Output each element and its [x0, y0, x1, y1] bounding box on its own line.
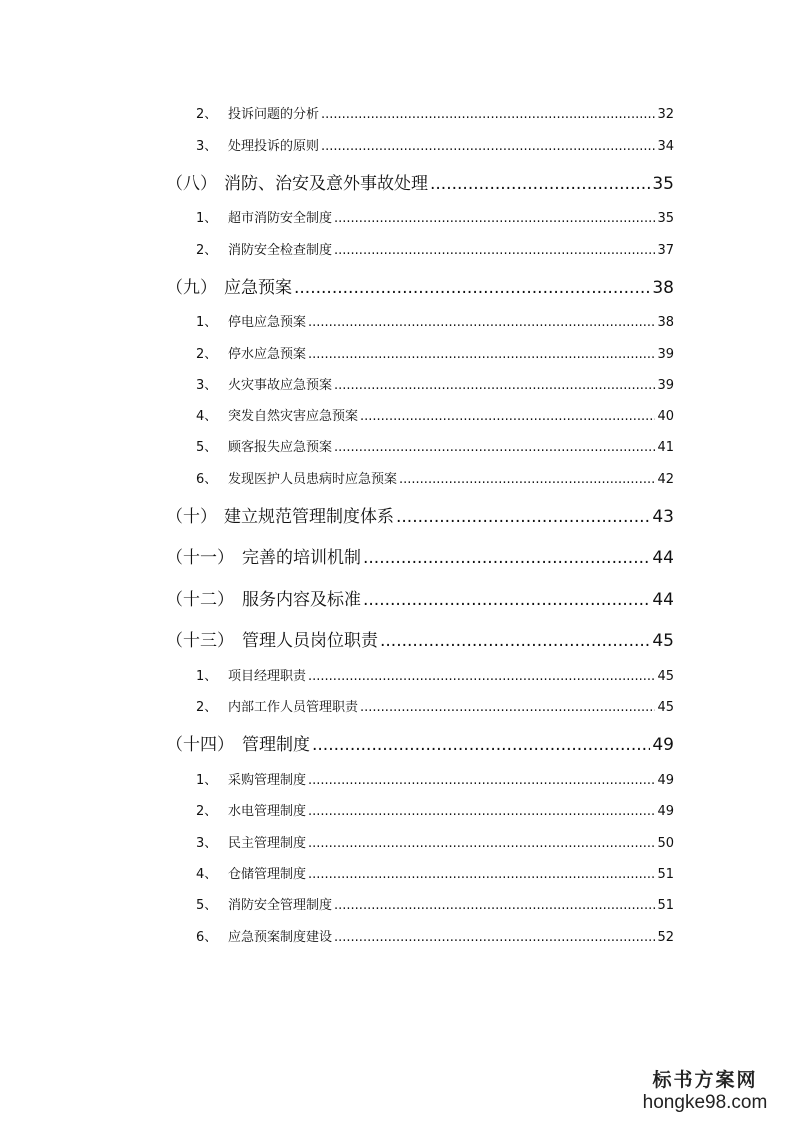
toc-section-page: 44: [652, 590, 674, 610]
toc-entry-page: 52: [657, 930, 674, 945]
toc-leader-dots: [334, 378, 655, 393]
toc-section-page: 35: [652, 174, 674, 194]
toc-leader-dots: [294, 278, 650, 298]
toc-entry[interactable]: [196, 696, 674, 715]
toc-entry-title: 投诉问题的分析: [228, 107, 320, 122]
toc-entry-page: 42: [657, 472, 674, 487]
toc-leader-dots: [334, 930, 655, 945]
toc-entry-page: 39: [657, 378, 674, 393]
toc-entry-number: 6、: [196, 472, 218, 487]
toc-entry-page: 51: [657, 898, 674, 913]
toc-entry-number: 4、: [196, 409, 218, 424]
toc-section-page: 44: [652, 548, 674, 568]
toc-entry[interactable]: [196, 468, 674, 487]
toc-entry-title: 火灾事故应急预案: [228, 378, 333, 393]
toc-leader-dots: [334, 211, 655, 226]
toc-entry-title: 采购管理制度: [228, 773, 307, 788]
watermark-site-url: hongke98.com: [642, 1092, 768, 1114]
toc-section-entry[interactable]: [166, 169, 674, 194]
toc-section-page: 43: [652, 507, 674, 527]
toc-entry-page: 34: [657, 139, 674, 154]
toc-entry-title: 停电应急预案: [228, 315, 307, 330]
toc-entry-page: 40: [657, 409, 674, 424]
toc-section-page: 38: [652, 278, 674, 298]
toc-entry-title: 发现医护人员患病时应急预案: [228, 472, 398, 487]
toc-entry-number: 2、: [196, 700, 218, 715]
toc-entry-title: 突发自然灾害应急预案: [228, 409, 359, 424]
toc-leader-dots: [363, 548, 650, 568]
toc-entry[interactable]: [196, 311, 674, 330]
toc-entry-number: 2、: [196, 347, 218, 362]
toc-leader-dots: [312, 735, 650, 755]
toc-leader-dots: [334, 898, 655, 913]
toc-entry-page: 51: [657, 867, 674, 882]
toc-section-entry[interactable]: [166, 585, 674, 610]
toc-section-number: （十一）: [166, 548, 234, 568]
toc-entry-title: 超市消防安全制度: [228, 211, 333, 226]
toc-entry[interactable]: [196, 207, 674, 226]
toc-section-title: 消防、治安及意外事故处理: [224, 174, 428, 194]
toc-entry-number: 1、: [196, 315, 218, 330]
toc-entry-title: 消防安全管理制度: [228, 898, 333, 913]
toc-entry-title: 处理投诉的原则: [228, 139, 320, 154]
toc-leader-dots: [396, 507, 650, 527]
toc-section-number: （八）: [166, 174, 217, 194]
toc-leader-dots: [360, 700, 655, 715]
toc-entry[interactable]: [196, 665, 674, 684]
toc-entry-page: 49: [657, 804, 674, 819]
toc-entry-number: 1、: [196, 669, 218, 684]
toc-leader-dots: [308, 347, 655, 362]
toc-entry-number: 3、: [196, 139, 218, 154]
toc-section-entry[interactable]: [166, 273, 674, 298]
toc-entry-title: 消防安全检查制度: [228, 243, 333, 258]
toc-section-title: 服务内容及标准: [242, 590, 361, 610]
toc-entry-page: 39: [657, 347, 674, 362]
toc-entry-number: 1、: [196, 211, 218, 226]
toc-entry-number: 3、: [196, 836, 218, 851]
toc-entry-number: 4、: [196, 867, 218, 882]
toc-entry[interactable]: [196, 894, 674, 913]
toc-entry[interactable]: [196, 135, 674, 154]
toc-entry-title: 内部工作人员管理职责: [228, 700, 359, 715]
toc-leader-dots: [321, 139, 655, 154]
toc-entry[interactable]: [196, 374, 674, 393]
toc-leader-dots: [308, 669, 655, 684]
toc-section-title: 应急预案: [224, 278, 292, 298]
toc-entry-title: 民主管理制度: [228, 836, 307, 851]
watermark-site-name: 标书方案网: [652, 1069, 758, 1092]
toc-leader-dots: [308, 836, 655, 851]
toc-entry-title: 应急预案制度建设: [228, 930, 333, 945]
toc-section-page: 45: [652, 631, 674, 651]
toc-leader-dots: [308, 867, 655, 882]
toc-section-number: （九）: [166, 278, 217, 298]
toc-entry-title: 水电管理制度: [228, 804, 307, 819]
toc-entry[interactable]: [196, 926, 674, 945]
toc-entry-title: 顾客报失应急预案: [228, 440, 333, 455]
toc-entry[interactable]: [196, 769, 674, 788]
toc-entry-page: 35: [657, 211, 674, 226]
toc-leader-dots: [308, 315, 655, 330]
toc-section-page: 49: [652, 735, 674, 755]
toc-section-title: 管理制度: [242, 735, 310, 755]
toc-entry[interactable]: [196, 863, 674, 882]
toc-section-entry[interactable]: [166, 543, 674, 568]
toc-entry[interactable]: [196, 832, 674, 851]
toc-entry-number: 2、: [196, 243, 218, 258]
toc-entry-page: 45: [657, 700, 674, 715]
toc-entry-page: 49: [657, 773, 674, 788]
toc-entry-number: 2、: [196, 107, 218, 122]
toc-section-title: 管理人员岗位职责: [242, 631, 378, 651]
toc-entry-number: 6、: [196, 930, 218, 945]
toc-leader-dots: [399, 472, 655, 487]
toc-entry-title: 项目经理职责: [228, 669, 307, 684]
toc-entry-number: 5、: [196, 440, 218, 455]
toc-entry-page: 37: [657, 243, 674, 258]
toc-section-number: （十三）: [166, 631, 234, 651]
toc-section-entry[interactable]: [166, 502, 674, 527]
toc-section-number: （十二）: [166, 590, 234, 610]
toc-section-entry[interactable]: [166, 730, 674, 755]
toc-leader-dots: [334, 440, 655, 455]
toc-entry-page: 41: [657, 440, 674, 455]
toc-entry[interactable]: [196, 103, 674, 122]
toc-leader-dots: [334, 243, 655, 258]
toc-entry-page: 32: [657, 107, 674, 122]
toc-leader-dots: [308, 773, 655, 788]
toc-entry[interactable]: [196, 343, 674, 362]
toc-section-title: 完善的培训机制: [242, 548, 361, 568]
toc-entry-title: 停水应急预案: [228, 347, 307, 362]
toc-section-entry[interactable]: [166, 626, 674, 651]
toc-section-number: （十四）: [166, 735, 234, 755]
toc-entry-title: 仓储管理制度: [228, 867, 307, 882]
toc-section-title: 建立规范管理制度体系: [224, 507, 394, 527]
toc-entry[interactable]: [196, 405, 674, 424]
toc-entry[interactable]: [196, 436, 674, 455]
toc-leader-dots: [321, 107, 655, 122]
toc-entry-number: 3、: [196, 378, 218, 393]
toc-entry[interactable]: [196, 800, 674, 819]
site-watermark: [635, 1070, 775, 1114]
toc-entry-page: 45: [657, 669, 674, 684]
toc-section-number: （十）: [166, 507, 217, 527]
toc-entry[interactable]: [196, 239, 674, 258]
toc-entry-page: 38: [657, 315, 674, 330]
toc-leader-dots: [430, 174, 650, 194]
toc-leader-dots: [363, 590, 650, 610]
toc-entry-number: 2、: [196, 804, 218, 819]
toc-leader-dots: [380, 631, 650, 651]
toc-leader-dots: [308, 804, 655, 819]
toc-leader-dots: [360, 409, 655, 424]
toc-entry-number: 5、: [196, 898, 218, 913]
toc-entry-number: 1、: [196, 773, 218, 788]
toc-entry-page: 50: [657, 836, 674, 851]
